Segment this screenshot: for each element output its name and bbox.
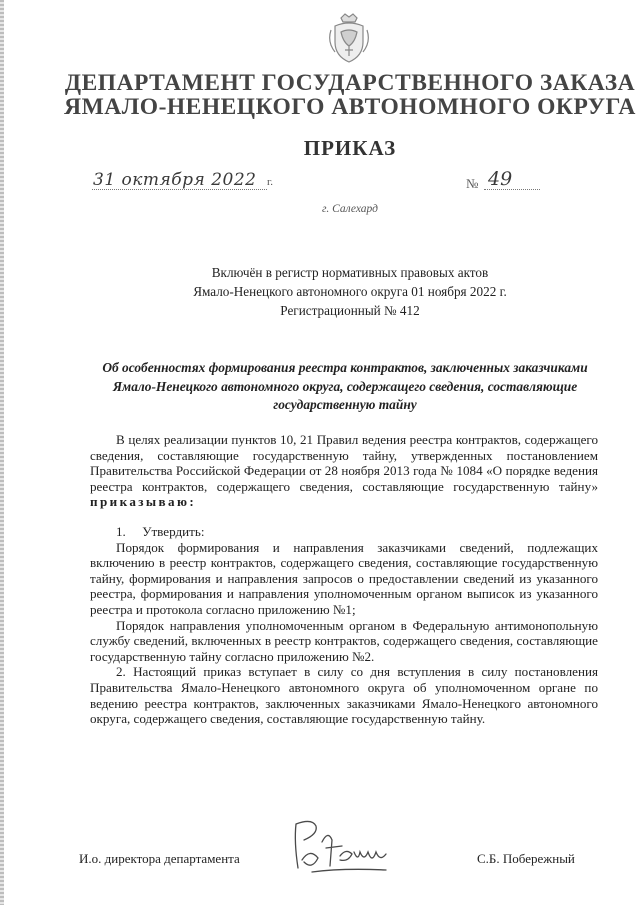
signatory-name: С.Б. Побережный: [477, 851, 575, 866]
date-underline: [92, 189, 267, 190]
document-type-heading: ПРИКАЗ: [303, 136, 397, 160]
number-underline: [484, 189, 540, 190]
year-suffix: г.: [267, 176, 274, 188]
item-1-heading: 1. Утвердить:: [116, 523, 205, 539]
item-2-paragraph: 2. Настоящий приказ вступает в силу со дня вступления в силу постановления Правительства Ямало-Ненецкого автономного округа об уполномоченном органе по ведению реестра контрактов, заключенных заказчиками Ямало-Ненецкого автономного округа, содержащего сведения, составляющие государственную тайну.: [90, 664, 598, 727]
number-sign: №: [466, 176, 479, 191]
registration-line-3: Регистрационный № 412: [280, 303, 420, 318]
handwritten-date: 31 октября 2022: [93, 170, 257, 190]
handwritten-order-number: 49: [488, 168, 513, 190]
order-subject-title: Об особенностях формирования реестра контрактов, заключенных заказчиками Ямало-Ненецкого автономного округа, содержащего сведения, составляющие государственную тайну: [102, 360, 588, 412]
preamble-text: В целях реализации пунктов 10, 21 Правил ведения реестра контрактов, содержащего сведения, составляющие государственную тайну, утвержденных постановлением Правительства Российской Федерации от 28 ноября 2013 года № 1084 «О порядке ведения реестра контрактов, содержащего сведения, составляющие государственную тайну»: [90, 432, 598, 494]
registration-line-2: Ямало-Ненецкого автономного округа 01 ноября 2022 г.: [193, 284, 507, 299]
handwritten-signature: [282, 812, 400, 882]
signatory-position: И.о. директора департамента: [79, 851, 240, 866]
city-line: г. Салехард: [322, 203, 378, 215]
department-title-line1: ДЕПАРТАМЕНТ ГОСУДАРСТВЕННОГО ЗАКАЗА: [64, 70, 636, 96]
department-title-line2: ЯМАЛО-НЕНЕЦКОГО АВТОНОМНОГО ОКРУГА: [64, 94, 636, 120]
item-1-procedure-b: Порядок направления уполномоченным органом в Федеральную антимонопольную службу сведений, включенных в реестр контрактов, содержащего сведения, составляющие государственную тайну согласно приложению №2.: [90, 617, 598, 664]
preamble-paragraph: [90, 432, 598, 510]
order-body: [90, 432, 598, 727]
registration-stamp: [150, 263, 550, 320]
coat-of-arms-emblem: [327, 12, 371, 66]
item-1-procedure-a: Порядок формирования и направления заказчиками сведений, подлежащих включению в реестр контрактов, содержащего сведения, составляющие государственную тайну, формирования и направления запросов о предоставлении сведений из указанного реестра, формирования и направления уполномоченным органом выписок из указанного реестра и протокола согласно приложению №1;: [90, 539, 598, 617]
registration-line-1: Включён в регистр нормативных правовых актов: [211, 265, 489, 280]
order-word: приказываю:: [90, 494, 197, 510]
